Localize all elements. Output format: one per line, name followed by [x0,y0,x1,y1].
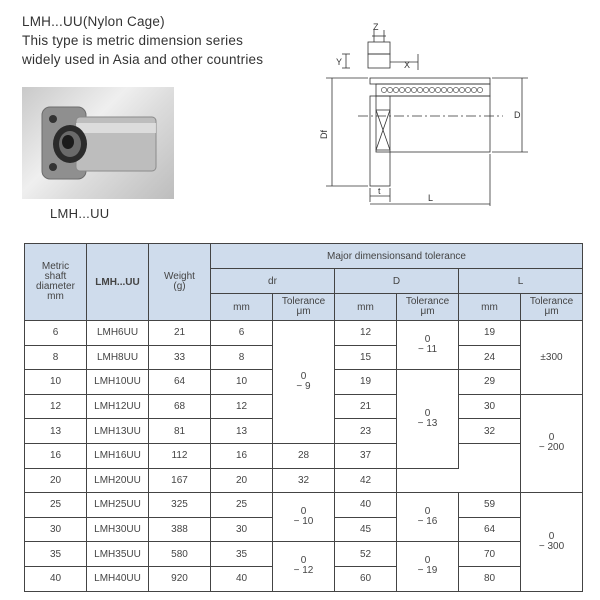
description-line-2: widely used in Asia and other countries [22,52,264,67]
col-D-mm: mm [335,294,397,321]
cell-L: 59 [459,493,521,518]
cell-model: LMH25UU [87,493,149,518]
table-row [25,468,583,493]
cell-shaft: 6 [25,321,87,346]
col-dr-tolerance: Tolerance μm [273,294,335,321]
col-weight: Weight (g) [149,244,211,321]
header [22,12,322,69]
cell-weight: 580 [149,542,211,567]
cell-D-tolerance: 0 − 11 [397,321,459,370]
dim-label-y: Y [336,57,343,67]
col-L: L [459,269,583,294]
dim-label-x: X [404,60,411,70]
cell-dr: 25 [211,493,273,518]
cell-D: 45 [335,517,397,542]
cell-shaft: 13 [25,419,87,444]
col-dr: dr [211,269,335,294]
cell-weight: 64 [149,370,211,395]
cell-shaft: 12 [25,394,87,419]
cell-shaft: 20 [25,468,87,493]
cell-weight: 920 [149,566,211,591]
cell-L: 70 [459,542,521,567]
cell-model: LMH20UU [87,468,149,493]
cell-L: 42 [335,468,397,493]
cell-L-tolerance: 0 − 300 [521,493,583,591]
col-L-mm: mm [459,294,521,321]
col-L-tolerance: Tolerance μm [521,294,583,321]
cell-dr: 10 [211,370,273,395]
dim-label-t: t [378,186,381,196]
cell-D: 21 [335,394,397,419]
cell-dr: 12 [211,394,273,419]
cell-L: 29 [459,370,521,395]
cell-L: 30 [459,394,521,419]
col-model: LMH...UU [87,244,149,321]
cell-dr-tolerance: 0 − 10 [273,493,335,542]
cell-dr-tolerance: 0 − 12 [273,542,335,591]
product-title: LMH...UU(Nylon Cage) [22,14,165,29]
dim-label-df: Df [319,130,329,139]
dim-label-l: L [428,193,434,203]
cell-weight: 388 [149,517,211,542]
cell-dr: 6 [211,321,273,346]
cell-shaft: 35 [25,542,87,567]
col-D: D [335,269,459,294]
col-dr-mm: mm [211,294,273,321]
cell-dr: 8 [211,345,273,370]
cell-D-tolerance: 0 − 16 [397,493,459,542]
cell-dr: 40 [211,566,273,591]
cell-D: 52 [335,542,397,567]
cell-model: LMH40UU [87,566,149,591]
cell-shaft: 30 [25,517,87,542]
cell-L: 64 [459,517,521,542]
cell-weight: 112 [149,443,211,468]
cell-dr: 30 [211,517,273,542]
cell-D: 23 [335,419,397,444]
col-D-tolerance: Tolerance μm [397,294,459,321]
cell-model: LMH10UU [87,370,149,395]
col-major-dimensions: Major dimensionsand tolerance [211,244,583,269]
cell-model: LMH16UU [87,443,149,468]
cell-L: 24 [459,345,521,370]
cell-L-tolerance: ±300 [521,321,583,395]
cell-D: 19 [335,370,397,395]
bearing-photo-illustration [22,87,174,199]
cell-L: 19 [459,321,521,346]
cell-dr-tolerance: 0 − 9 [273,321,335,444]
product-photo [22,87,174,199]
cell-D-tolerance: 0 − 13 [397,370,459,468]
cell-dr: 16 [211,443,273,468]
cell-D-tolerance: 0 − 19 [397,542,459,591]
table-row [25,321,583,346]
table-row [25,542,583,567]
cell-L: 80 [459,566,521,591]
cell-D: 12 [335,321,397,346]
cell-D: 15 [335,345,397,370]
spec-table [24,243,583,592]
cell-D: 60 [335,566,397,591]
cell-shaft: 16 [25,443,87,468]
cell-model: LMH13UU [87,419,149,444]
cell-shaft: 25 [25,493,87,518]
cell-D: 28 [273,443,335,468]
cell-model: LMH6UU [87,321,149,346]
cell-weight: 68 [149,394,211,419]
cell-weight: 33 [149,345,211,370]
col-shaft-diameter: Metric shaft diameter mm [25,244,87,321]
cell-weight: 325 [149,493,211,518]
cell-shaft: 40 [25,566,87,591]
cell-D: 32 [273,468,335,493]
cell-dr: 13 [211,419,273,444]
cell-model: LMH30UU [87,517,149,542]
cell-D: 40 [335,493,397,518]
cell-shaft: 10 [25,370,87,395]
cell-model: LMH8UU [87,345,149,370]
cell-model: LMH35UU [87,542,149,567]
cell-dr: 35 [211,542,273,567]
cell-dr: 20 [211,468,273,493]
cell-L-tolerance: 0 − 200 [521,394,583,492]
table-row [25,493,583,518]
cell-weight: 81 [149,419,211,444]
cell-L: 37 [335,443,397,468]
cell-model: LMH12UU [87,394,149,419]
dim-label-d: D [514,110,521,120]
table-row [25,443,583,468]
cell-weight: 167 [149,468,211,493]
technical-drawing [318,20,536,210]
description-line-1: This type is metric dimension series [22,33,244,48]
cell-shaft: 8 [25,345,87,370]
cell-weight: 21 [149,321,211,346]
dim-label-z: Z [373,22,379,32]
cell-L: 32 [459,419,521,444]
photo-caption: LMH...UU [50,206,110,221]
